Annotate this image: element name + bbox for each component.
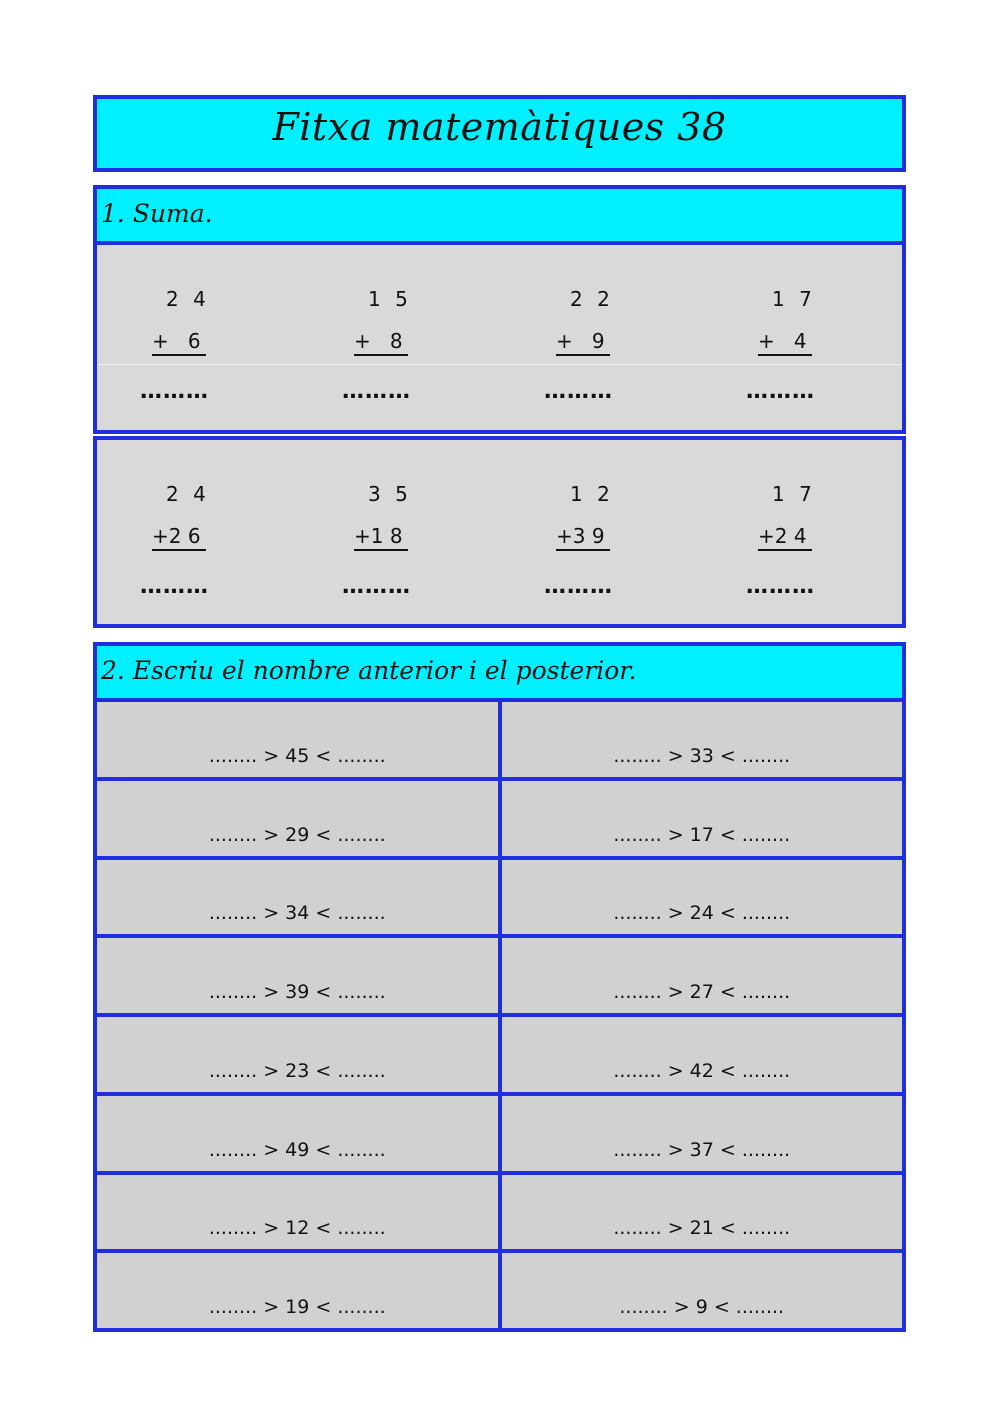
neighbor-cell[interactable] — [502, 1253, 903, 1328]
addend-top: 3 5 — [368, 482, 412, 506]
addend-bottom: + 9 — [556, 329, 610, 356]
answer-blank[interactable]: ……… — [140, 379, 209, 404]
addend-top: 2 4 — [166, 482, 210, 506]
addition-problem — [746, 287, 836, 427]
neighbor-expression: ........ > 33 < ........ — [613, 744, 791, 767]
neighbor-cell[interactable] — [97, 1096, 498, 1171]
neighbor-expression: ........ > 29 < ........ — [208, 823, 386, 846]
addition-problem — [746, 482, 836, 622]
neighbor-expression: ........ > 49 < ........ — [208, 1138, 386, 1161]
neighbor-expression: ........ > 23 < ........ — [208, 1059, 386, 1082]
title-box — [93, 95, 906, 172]
neighbor-expression: ........ > 12 < ........ — [208, 1217, 386, 1240]
neighbor-expression: ........ > 34 < ........ — [208, 902, 386, 925]
answer-blank[interactable]: ……… — [140, 574, 209, 599]
neighbor-expression: ........ > 19 < ........ — [208, 1296, 386, 1318]
addend-bottom: + 8 — [354, 329, 408, 356]
neighbor-cell[interactable] — [97, 1017, 498, 1092]
neighbor-expression: ........ > 21 < ........ — [613, 1217, 791, 1240]
addition-problem — [140, 287, 230, 427]
addition-problem — [342, 482, 432, 622]
addend-top: 1 7 — [772, 482, 816, 506]
page-title: Fitxa matemàtiques 38 — [272, 105, 727, 149]
neighbor-expression: ........ > 24 < ........ — [613, 902, 791, 925]
neighbor-cell[interactable] — [502, 938, 903, 1013]
answer-blank[interactable]: ……… — [544, 379, 613, 404]
addend-top: 1 7 — [772, 287, 816, 311]
addend-bottom: +3 9 — [556, 524, 610, 551]
addend-bottom: + 4 — [758, 329, 812, 356]
answer-blank[interactable]: ……… — [746, 574, 815, 599]
addition-problem — [342, 287, 432, 427]
addend-top: 1 5 — [368, 287, 412, 311]
answer-blank[interactable]: ……… — [544, 574, 613, 599]
answer-blank[interactable]: ……… — [342, 379, 411, 404]
neighbor-expression: ........ > 17 < ........ — [613, 823, 791, 846]
neighbor-cell[interactable] — [97, 1175, 498, 1250]
section-1-header — [93, 185, 906, 245]
addend-bottom: +2 6 — [152, 524, 206, 551]
neighbor-expression: ........ > 9 < ........ — [619, 1296, 785, 1318]
neighbor-cell[interactable] — [502, 1017, 903, 1092]
neighbor-expression: ........ > 27 < ........ — [613, 981, 791, 1003]
neighbor-cell[interactable] — [97, 702, 498, 777]
answer-blank[interactable]: ……… — [342, 574, 411, 599]
addition-block-1 — [93, 241, 906, 434]
answer-blank[interactable]: ……… — [746, 379, 815, 404]
addition-problem — [544, 482, 634, 622]
neighbor-cell[interactable] — [97, 938, 498, 1013]
addend-bottom: +2 4 — [758, 524, 812, 551]
neighbor-numbers-grid — [93, 698, 906, 1332]
neighbor-cell[interactable] — [97, 781, 498, 856]
addend-top: 1 2 — [570, 482, 614, 506]
neighbor-expression: ........ > 39 < ........ — [208, 981, 386, 1003]
section-1-heading: 1. Suma. — [101, 199, 213, 228]
addition-block-2 — [93, 436, 906, 628]
addition-problem — [140, 482, 230, 622]
section-2-heading: 2. Escriu el nombre anterior i el posterior. — [101, 656, 637, 685]
addend-bottom: +1 8 — [354, 524, 408, 551]
neighbor-cell[interactable] — [502, 860, 903, 935]
neighbor-cell[interactable] — [502, 1096, 903, 1171]
neighbor-cell[interactable] — [502, 1175, 903, 1250]
addend-top: 2 2 — [570, 287, 614, 311]
neighbor-expression: ........ > 42 < ........ — [613, 1059, 791, 1082]
neighbor-expression: ........ > 37 < ........ — [613, 1138, 791, 1161]
neighbor-cell[interactable] — [502, 781, 903, 856]
section-2-header — [93, 642, 906, 702]
addend-top: 2 4 — [166, 287, 210, 311]
addend-bottom: + 6 — [152, 329, 206, 356]
neighbor-cell[interactable] — [97, 860, 498, 935]
neighbor-cell[interactable] — [502, 702, 903, 777]
neighbor-expression: ........ > 45 < ........ — [208, 744, 386, 767]
neighbor-cell[interactable] — [97, 1253, 498, 1328]
addition-problem — [544, 287, 634, 427]
